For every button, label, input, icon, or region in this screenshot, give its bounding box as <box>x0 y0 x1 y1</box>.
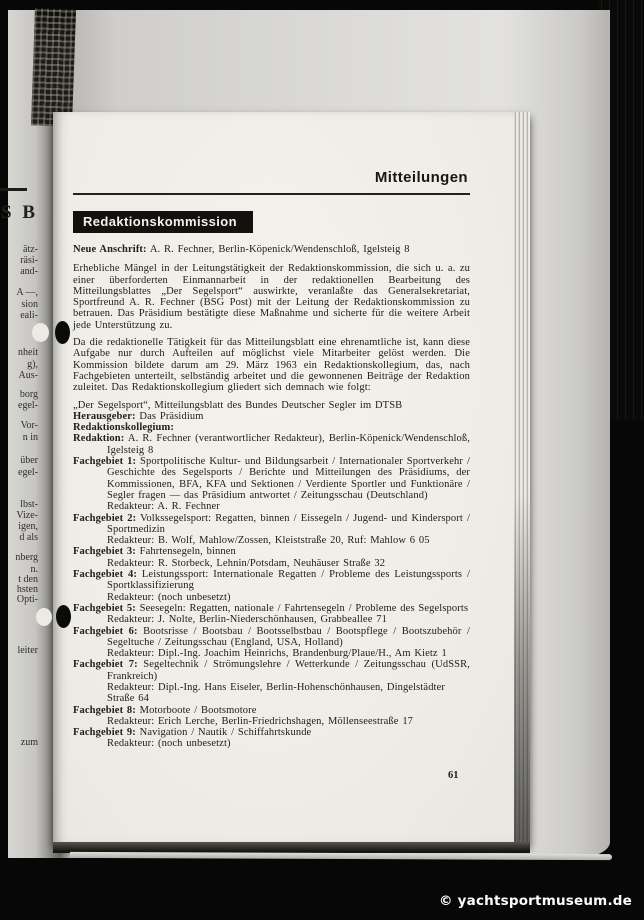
entry <box>73 546 470 569</box>
margin-fragment: Vor- <box>20 420 38 431</box>
margin-fragment: nheit <box>18 347 38 358</box>
entry-redakteur: Redakteur: R. Storbeck, Lehnin/Potsdam, Neuhäuser Straße 32 <box>107 557 386 569</box>
margin-fragment: egel- <box>18 467 38 478</box>
margin-fragment: nberg <box>15 552 38 563</box>
entry-redakteur: Redakteur: J. Nolte, Berlin-Niederschönhausen, Grabbeallee 71 <box>107 614 387 626</box>
entry-topics: Volkssegelsport: Regatten, binnen / Eissegeln / Jugend- und Kindersport / Sportmedizin <box>107 512 470 535</box>
entry <box>73 603 470 626</box>
entry <box>73 456 470 512</box>
address-line <box>73 244 470 255</box>
entry-label: Fachgebiet 4: <box>73 569 138 581</box>
masthead-title-line: „Der Segelsport“, Mitteilungsblatt des Bundes Deutscher Segler im DTSB <box>73 399 403 411</box>
paragraph: Da die redaktionelle Tätigkeit für das Mitteilungsblatt eine ehrenamtliche ist, kann diese Aufgabe nur durch Aufteilen auf möglichst viele Mitarbeiter gelöst werden. Die Kommission bildete darum am 29. März 1963 ein Redaktionskollegium, das, nach Fachgebieten unterteilt, selbständig arbeitet und die gewonnenen Beiträge der Redaktion zuleitet. Das Redaktionskollegium gliedert sich demnach wie folgt: <box>73 337 470 394</box>
punch-hole-bottom-shadow <box>56 605 71 628</box>
entry <box>73 569 470 603</box>
entry-label: Fachgebiet 2: <box>73 512 137 524</box>
entry-label: Fachgebiet 3: <box>73 546 136 558</box>
margin-fragment: d als <box>19 532 38 543</box>
entry-label: Fachgebiet 6: <box>73 625 138 637</box>
margin-fragment: lbst- <box>20 499 38 510</box>
redaktion-label: Redaktion: <box>73 433 125 445</box>
entry <box>73 626 470 660</box>
entry-topics: Bootsrisse / Bootsbau / Bootsselbstbau / Bootspflege / Bootszubehör / Segeltuche / Zeitungsschau (England, USA, Holland) <box>107 625 471 648</box>
left-margin-column <box>0 0 41 870</box>
entry <box>73 513 470 547</box>
margin-fragment: Vize- <box>16 510 38 521</box>
margin-fragment: über <box>20 455 38 466</box>
header-rule <box>73 193 470 195</box>
masthead-herausgeber: Herausgeber: Das Präsidium <box>73 410 204 422</box>
entry <box>73 705 470 728</box>
entry-topics: Segeltechnik / Strömungslehre / Wetterkunde / Zeitungsschau (UdSSR, Frankreich) <box>107 659 471 682</box>
page-edge-stack <box>514 112 530 844</box>
entry <box>73 659 470 704</box>
masthead-redaktion: Redaktion: A. R. Fechner (verantwortlicher Redakteur), Berlin-Köpenick/Wendenschloß, Igelsteig 8 <box>73 433 470 456</box>
margin-fragment: Aus- <box>18 370 38 381</box>
entry-redakteur: Redakteur: A. R. Fechner <box>107 501 220 513</box>
page-number: 61 <box>448 770 459 781</box>
margin-fragment: t den <box>18 574 38 585</box>
margin-fragment: sion <box>21 299 38 310</box>
punch-hole-top-shadow <box>55 321 70 344</box>
margin-fragment: A —, <box>16 287 38 298</box>
margin-fragment: hsten <box>16 584 38 595</box>
entry-label: Fachgebiet 1: <box>73 456 137 468</box>
margin-fragment: borg <box>19 389 38 400</box>
margin-fragment: egel- <box>18 400 38 411</box>
margin-fragment: g), <box>27 359 38 370</box>
watermark: © yachtsportmuseum.de <box>439 893 632 909</box>
entry-label: Fachgebiet 9: <box>73 727 136 739</box>
entry-redakteur: Redakteur: Erich Lerche, Berlin-Friedrichshagen, Möllenseestraße 17 <box>107 715 414 727</box>
magazine-page <box>53 112 530 844</box>
margin-fragment: S B <box>1 202 38 223</box>
margin-fragment: eali- <box>20 310 38 321</box>
margin-fragment: n in <box>22 432 38 443</box>
entry-topics: Navigation / Nautik / Schiffahrtskunde <box>139 727 312 739</box>
entry-redakteur: Redakteur: (noch unbesetzt) <box>107 591 231 603</box>
entry-redakteur: Redakteur: (noch unbesetzt) <box>107 738 231 750</box>
margin-fragment: n. <box>30 564 38 575</box>
margin-rule <box>0 188 27 191</box>
lower-page-edge <box>70 852 612 860</box>
paragraph: Erhebliche Mängel in der Leitungstätigkeit der Redaktionskommission, die sich u. a. zu einer überforderten Einmannarbeit in der redaktionellen Bearbeitung des Mitteilungsblattes „Der Segelsport“ auswirkte, veranlaßte das Generalsekretariat, Sportfreund A. R. Fechner (BSG Post) mit der Leitung der Redaktionskommission zu betrauen. Das Präsidium bestätigte diese Maßnahme und sicherte für die weitere Arbeit jede Unterstützung zu. <box>73 263 470 331</box>
entry-redakteur: Redakteur: Dipl.-Ing. Joachim Heinrichs, Brandenburg/Plaue/H., Am Kietz 1 <box>107 648 447 660</box>
address-text: A. R. Fechner, Berlin-Köpenick/Wendenschloß, Igelsteig 8 <box>149 244 410 255</box>
entry <box>73 727 470 750</box>
entry-topics: Leistungssport: Internationale Regatten / Probleme des Leistungssports / Sportklassifizierung <box>107 569 470 592</box>
entry-topics: Sportpolitische Kultur- und Bildungsarbeit / Internationaler Sportverkehr / Geschichte des Segelsports / Berichte und Mitteilungen des Präsidiums, der Kommissionen, BFA, KFA und Sektionen / Verdiente Sportler und Funktionäre / Segler fragen — das Präsidium antwortet / Zeitungsschau (Deutschland) <box>107 456 471 501</box>
entry-redakteur: Redakteur: B. Wolf, Mahlow/Zossen, Kleiststraße 20, Ruf: Mahlow 6 05 <box>107 535 430 547</box>
entry-topics: Seesegeln: Regatten, nationale / Fahrtensegeln / Probleme des Segelsports <box>139 602 469 614</box>
entry-label: Fachgebiet 5: <box>73 602 136 614</box>
margin-fragment: zum <box>20 737 38 748</box>
margin-fragment: Opti- <box>16 594 38 605</box>
entry-topics: Fahrtensegeln, binnen <box>139 546 236 558</box>
punch-hole-bottom <box>36 608 52 626</box>
page-header: Mitteilungen <box>374 169 468 186</box>
entry-topics: Motorboote / Bootsmotore <box>139 704 257 716</box>
margin-fragment: ätz- <box>23 244 38 255</box>
margin-fragment: räsi- <box>20 255 38 266</box>
entry-redakteur: Redakteur: Dipl.-Ing. Hans Eiseler, Berlin-Hohenschönhausen, Dingelstädter Straße 64 <box>107 681 445 705</box>
page-content <box>73 170 470 750</box>
section-title-box: Redaktionskommission <box>73 211 253 233</box>
punch-hole-top <box>32 323 49 342</box>
margin-fragment: leiter <box>17 645 38 656</box>
entry-label: Fachgebiet 7: <box>73 659 138 671</box>
margin-fragment: igen, <box>18 521 38 532</box>
margin-fragment: and- <box>20 266 38 277</box>
herausgeber-label: Herausgeber: <box>73 410 136 422</box>
address-label: Neue Anschrift: <box>73 244 147 255</box>
kollegium-heading: Redaktionskollegium: <box>73 422 174 434</box>
entry-label: Fachgebiet 8: <box>73 704 136 716</box>
